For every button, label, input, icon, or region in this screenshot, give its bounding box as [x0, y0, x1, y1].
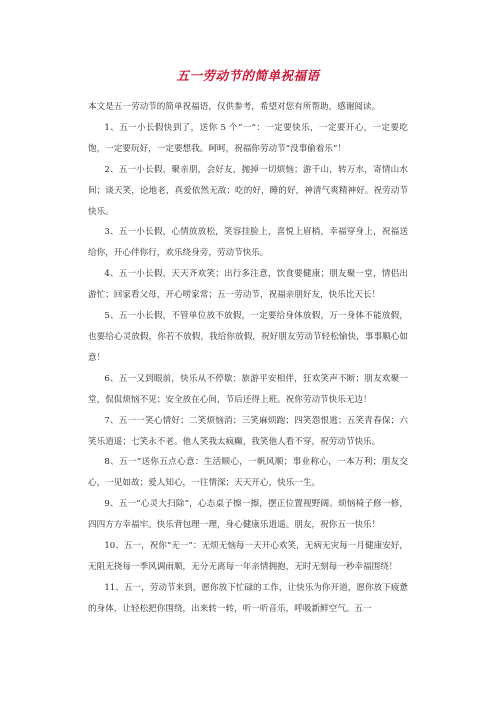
paragraph: 10、五一，祝你“无一”：无烦无恼每一天开心欢笑，无病无灾每一月健康安好，无阻无挠每一季风调雨顺，无分无离每一年亲情拥抱，无时无刻每一秒幸福围绕！ [88, 541, 408, 572]
paragraph: 9、五一“心灵大扫除”，心态桌子擦一擦，摆正位置视野阔。烦恼椅子修一修，四四方方幸福牢。快乐背包理一理，身心健康乐逍遥。朋友，祝你五一快乐！ [88, 499, 408, 531]
document-body [88, 97, 408, 620]
paragraph: 6、五一又到眼前，快乐从不停歇：旅游平安相伴，狂欢笑声不断；朋友欢聚一堂，侃侃烦恼不见；安全放在心间，节后还得上班。祝你劳动节快乐无边！ [88, 373, 408, 405]
paragraph: 8、五一”送你五点心意：生活顺心，一帆风顺；事业称心，一本万利；朋友交心，一见如故；爱人知心，一往情深；天天开心，快乐一生。 [88, 457, 408, 489]
paragraph: 3、五一小长假，心情放放松，笑容挂脸上，喜悦上眉梢，幸福穿身上，祝福送给你，开心伴你行，欢乐绕身旁，劳动节快乐。 [88, 227, 408, 259]
paragraph: 11、五一，劳动节来到，愿你放下忙碌的工作，让快乐为你开道，愿你放下疲惫的身体，让轻松把你围绕，出来转一转，听一听音乐，呼吸新鲜空气。五一 [88, 582, 408, 614]
paragraph: 2、五一小长假，聚亲朋，会好友，抛掉一切烦恼；游千山，转万水，寄情山水间；谈天笑，论地老，真爱依然无敌；吃的好，睡的好，神清气爽精神好。祝劳动节快乐。 [88, 164, 408, 217]
paragraph: 1、五一小长假快到了，送你 5 个“一”：一定要快乐，一定要开心，一定要吃饱，一定要玩好，一定要想我。呵呵，祝福你劳动节“没事偷着乐”！ [88, 122, 408, 154]
paragraph: 4、五一小长假，天天齐欢笑；出行多注意，饮食要健康；朋友聚一堂，情侣出游忙；回家看父母，开心唠家常；五一劳动节，祝福亲朋好友，快乐比天长！ [88, 269, 408, 301]
document-title: 五一劳动节的简单祝福语 [176, 68, 320, 83]
paragraph: 5、五一小长假，不管单位放不放假，一定要给身体放假，万一身体不能放假，也要给心灵放假，你若不放假，我给你放假，祝好朋友劳动节轻松愉快，事事顺心如意！ [88, 311, 408, 363]
intro-paragraph: 本文是五一劳动节的简单祝福语，仅供参考，希望对您有所帮助，感谢阅读。 [88, 102, 381, 112]
paragraph: 7、五一一笑心情好；二笑烦恼消；三笑麻烦跑；四笑怨恨逃；五笑青春保；六笑乐逍遥；七笑永不老。他人笑我太疯癫，我笑他人看不穿，祝劳动节快乐。 [88, 415, 408, 447]
